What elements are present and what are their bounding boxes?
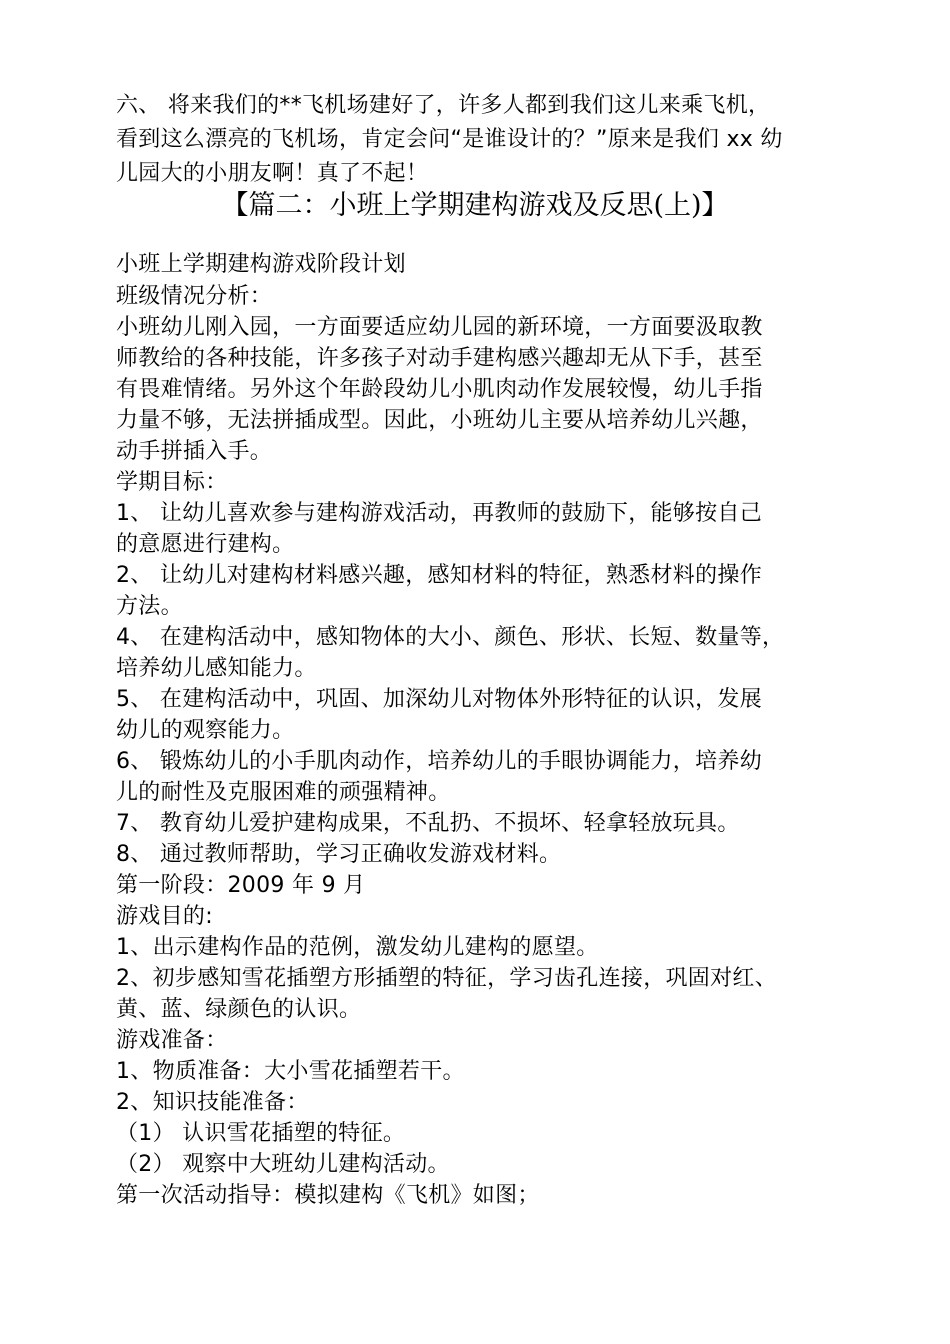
purpose-line: 2、初步感知雪花插塑方形插塑的特征，学习齿孔连接，巩固对红、 xyxy=(116,966,777,991)
goal-line: 7、 教育幼儿爱护建构成果，不乱扔、不损坏、轻拿轻放玩具。 xyxy=(116,811,740,836)
goal-line: 培养幼儿感知能力。 xyxy=(116,656,317,681)
paragraph-line: 看到这么漂亮的飞机场，肯定会问“是谁设计的？”原来是我们 xx 幼 xyxy=(116,127,783,152)
paragraph-line: 儿园大的小朋友啊！真了不起！ xyxy=(116,161,429,186)
goal-line: 8、 通过教师帮助，学习正确收发游戏材料。 xyxy=(116,842,562,867)
goal-line: 4、 在建构活动中，感知物体的大小、颜色、形状、长短、数量等， xyxy=(116,625,785,650)
goal-line: 5、 在建构活动中，巩固、加深幼儿对物体外形特征的认识，发展 xyxy=(116,687,762,712)
goal-line: 方法。 xyxy=(116,594,183,619)
paragraph-line: 小班幼儿刚入园，一方面要适应幼儿园的新环境，一方面要汲取教 xyxy=(116,315,763,340)
paragraph-line: 力量不够，无法拼插成型。因此，小班幼儿主要从培养幼儿兴趣， xyxy=(116,408,763,433)
prep-line: （1） 认识雪花插塑的特征。 xyxy=(116,1121,406,1146)
paragraph-line: 动手拼插入手。 xyxy=(116,439,273,464)
paragraph-line: 有畏难情绪。另外这个年龄段幼儿小肌肉动作发展较慢，幼儿手指 xyxy=(116,377,763,402)
paragraph-line: 师教给的各种技能，许多孩子对动手建构感兴趣却无从下手，甚至 xyxy=(116,346,763,371)
paragraph-line: 六、 将来我们的**飞机场建好了，许多人都到我们这儿来乘飞机， xyxy=(116,93,771,118)
purpose-line: 黄、蓝、绿颜色的认识。 xyxy=(116,997,362,1022)
goal-line: 幼儿的观察能力。 xyxy=(116,718,295,743)
prep-heading: 游戏准备： xyxy=(116,1028,228,1053)
goal-line: 2、 让幼儿对建构材料感兴趣，感知材料的特征，熟悉材料的操作 xyxy=(116,563,762,588)
goal-line: 的意愿进行建构。 xyxy=(116,532,295,557)
goals-heading: 学期目标： xyxy=(116,470,228,495)
section-title: 【篇二：小班上学期建构游戏及反思(上)】 xyxy=(221,190,729,221)
purpose-line: 1、出示建构作品的范例，激发幼儿建构的愿望。 xyxy=(116,935,599,960)
first-activity-line: 第一次活动指导：模拟建构《飞机》如图； xyxy=(116,1183,540,1208)
stage1-heading: 第一阶段：2009 年 9 月 xyxy=(116,873,366,898)
class-analysis-heading: 班级情况分析： xyxy=(116,284,273,309)
prep-line: 2、知识技能准备： xyxy=(116,1090,309,1115)
prep-line: （2） 观察中大班幼儿建构活动。 xyxy=(116,1152,450,1177)
plan-subtitle: 小班上学期建构游戏阶段计划 xyxy=(116,252,406,277)
goal-line: 6、 锻炼幼儿的小手肌肉动作，培养幼儿的手眼协调能力，培养幼 xyxy=(116,749,762,774)
prep-line: 1、物质准备：大小雪花插塑若干。 xyxy=(116,1059,465,1084)
goal-line: 儿的耐性及克服困难的顽强精神。 xyxy=(116,780,451,805)
purpose-heading: 游戏目的: xyxy=(116,904,213,929)
goal-line: 1、 让幼儿喜欢参与建构游戏活动，再教师的鼓励下，能够按自己 xyxy=(116,501,762,526)
